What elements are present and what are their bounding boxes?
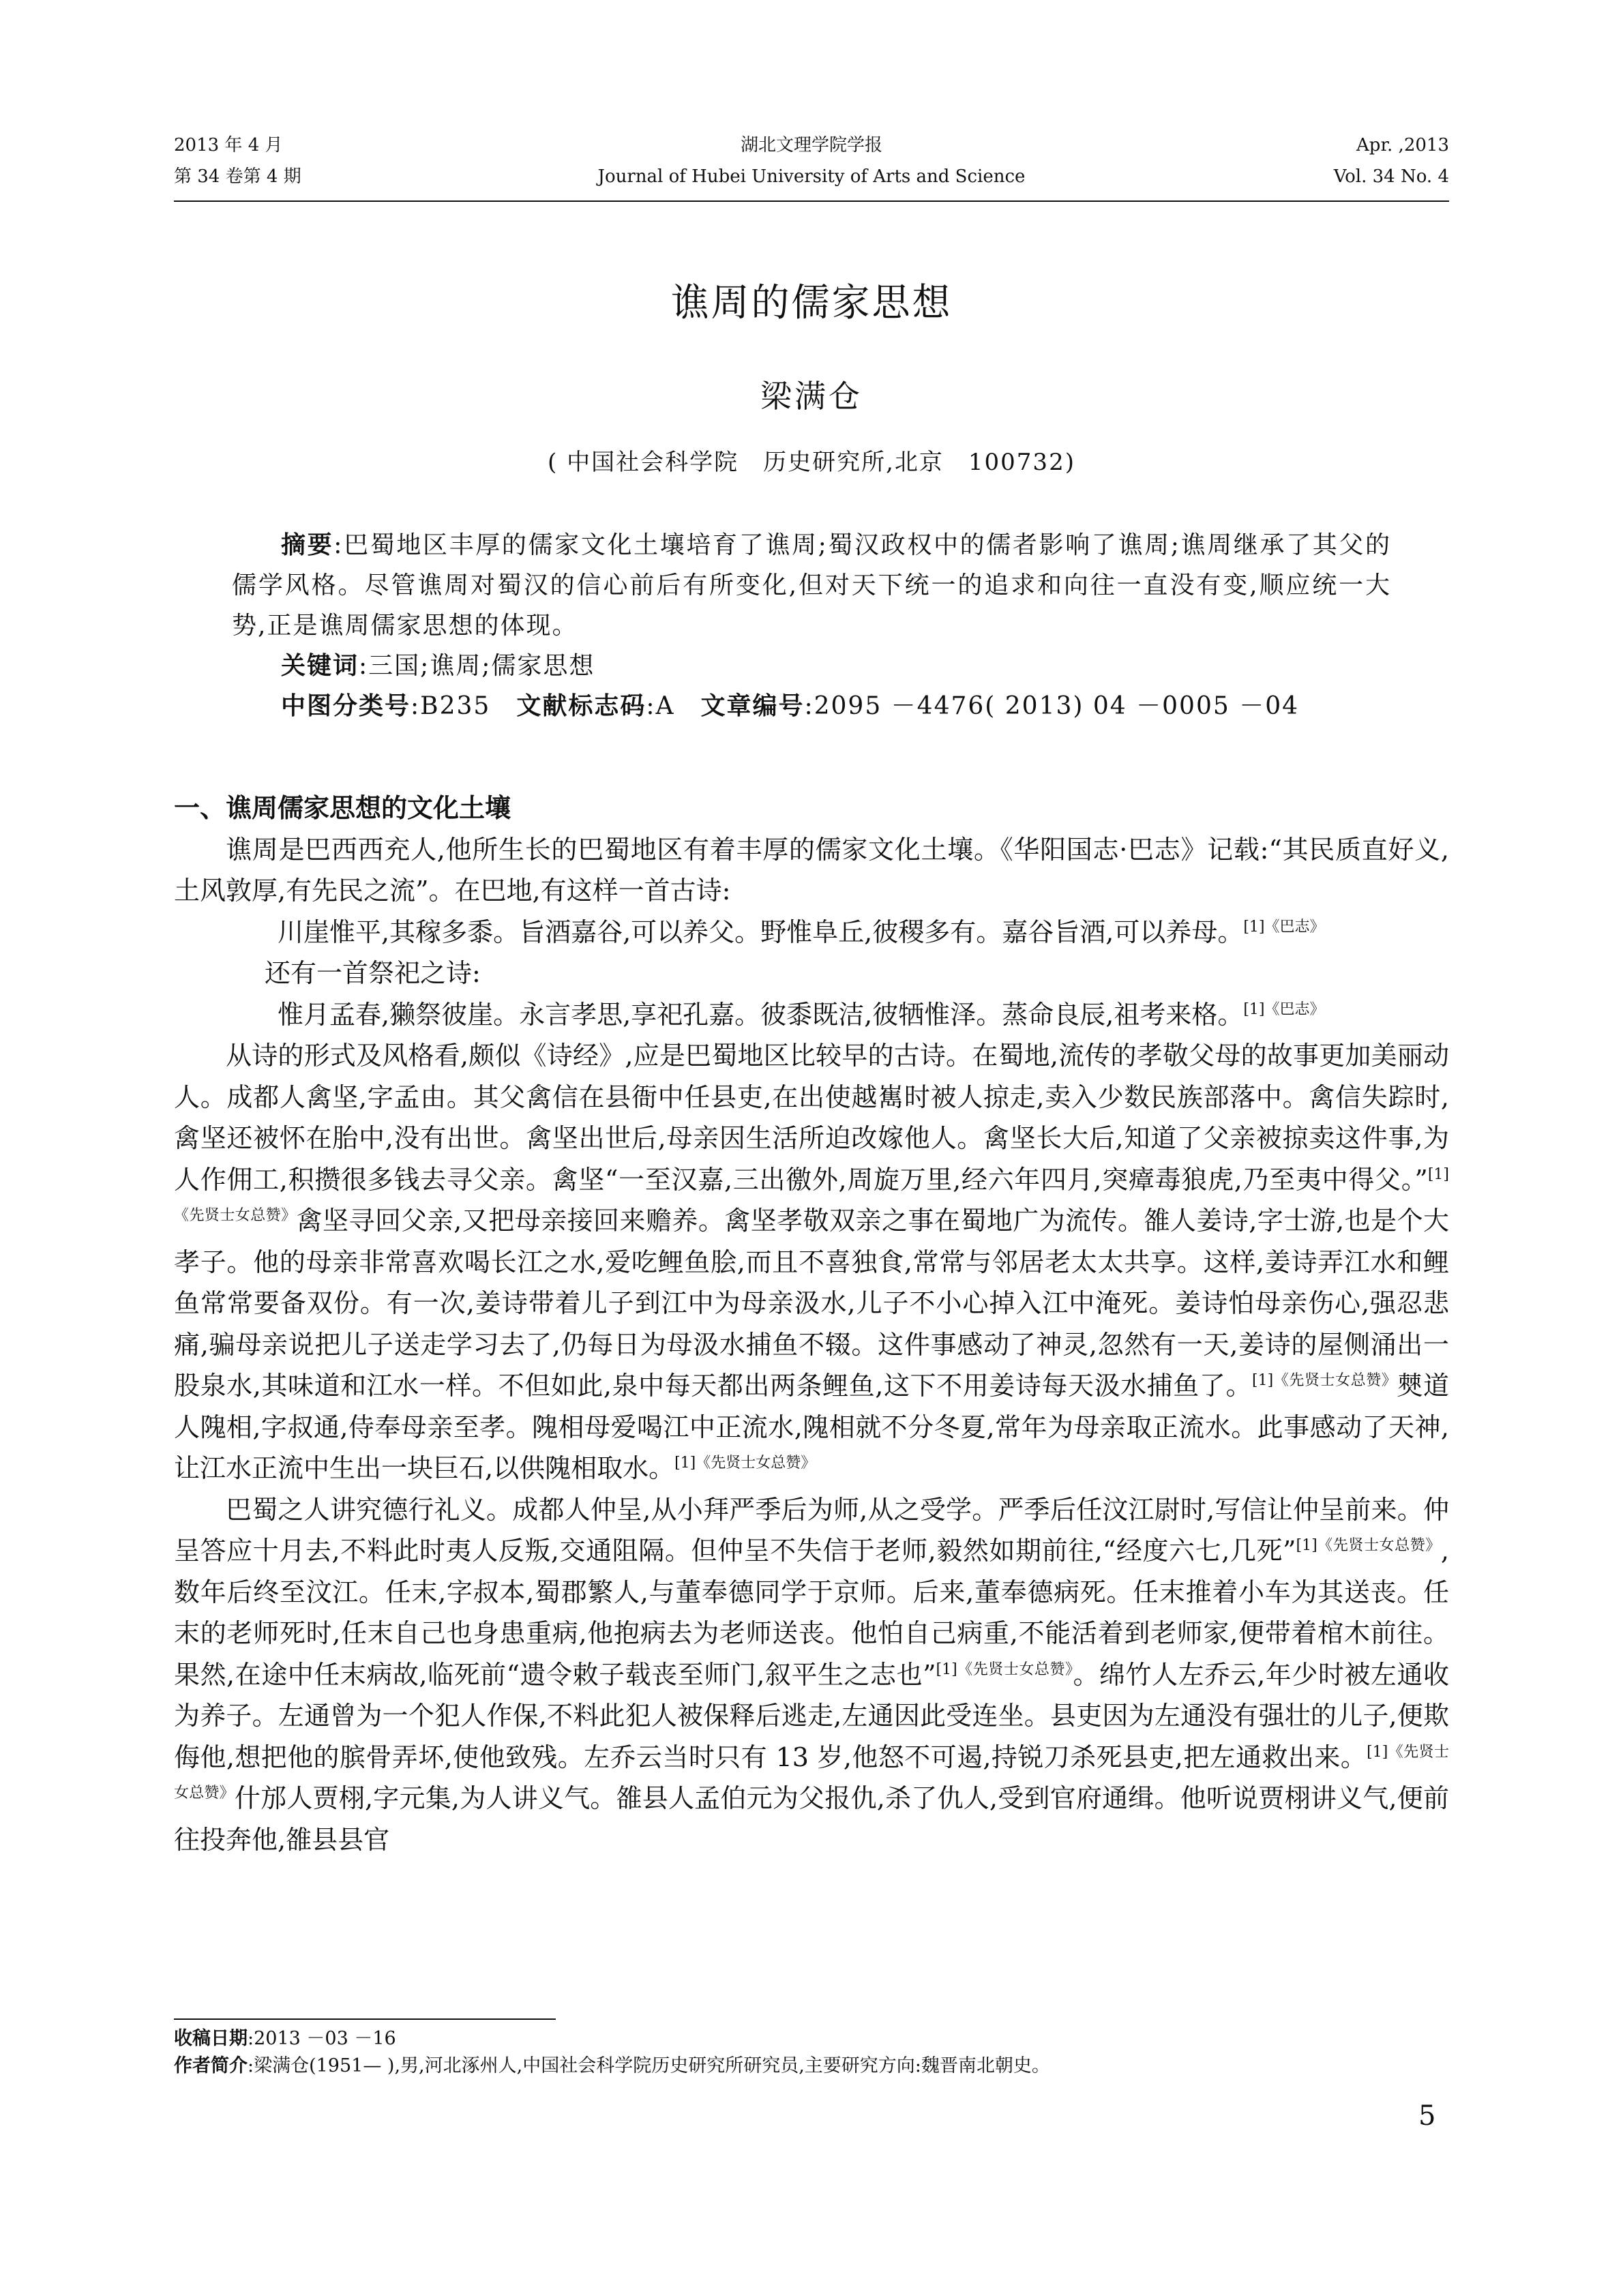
poem-text: 惟月孟春,獭祭彼崖。永言孝思,享祀孔嘉。彼黍既洁,彼牺惟泽。蒸命良辰,祖考来格。 <box>278 999 1244 1030</box>
keywords-label: 关键词 <box>281 652 359 680</box>
author-bio <box>174 2053 1449 2080</box>
paragraph-text: 禽坚寻回父亲,又把母亲接回来赡养。禽坚孝敬双亲之事在蜀地广为流传。雒人姜诗,字士游,也是个大孝子。他的母亲非常喜欢喝长江之水,爱吃鲤鱼脍,而且不喜独食,常常与邻居老太太共享。这样,姜诗弄江水和鲤鱼常常要备双份。有一次,姜诗带着儿子到江中为母亲汲水,儿子不小心掉入江中淹死。姜诗怕母亲伤心,强忍悲痛,骗母亲说把儿子送走学习去了,仍每日为母汲水捕鱼不辍。这件事感动了神灵,忽然有一天,姜诗的屋侧涌出一股泉水,其味道和江水一样。不但如此,泉中每天都出两条鲤鱼,这下不用姜诗每天汲水捕鱼了。 <box>174 1206 1449 1401</box>
header-journal <box>174 130 1449 192</box>
page-number: 5 <box>1418 2100 1436 2132</box>
article-no-value: :2095 －4476( 2013) 04 －0005 －04 <box>804 692 1300 720</box>
paper-title: 谯周的儒家思想 <box>670 281 953 325</box>
body-text <box>174 788 1449 1860</box>
paragraph-text: 还有一首祭祀之诗: <box>265 958 481 988</box>
poem-quote <box>174 994 1449 1036</box>
abstract <box>232 525 1391 646</box>
journal-name-en: Journal of Hubei University of Arts and Science <box>597 166 1026 187</box>
poem-quote <box>174 912 1449 953</box>
paragraph-text: ,数年后终至汶江。任末,字叔本,蜀郡繁人,与董奉德同学于京师。后来,董奉德病死。任末推着小车为其送丧。任末的老师死时,任末自己也身患重病,他抱病去为老师送丧。他怕自己病重,不能活着到老师家,便带着棺木前往。果然,在途中任末病故,临死前“遗令敕子载丧至师门,叙平生之志也” <box>174 1536 1449 1690</box>
received-label: 收稿日期 <box>174 2028 248 2049</box>
header-issue-en <box>1334 130 1449 192</box>
citation: [1]《先贤士女总赞》 <box>674 1455 816 1472</box>
article-no-label: 文章编号 <box>700 692 805 720</box>
header-volume: 第 34 卷第 4 期 <box>174 166 301 187</box>
bio-label: 作者简介 <box>174 2055 248 2076</box>
paragraph-text: 从诗的形式及风格看,颇似《诗经》,应是巴蜀地区比较早的古诗。在蜀地,流传的孝敬父母的故事更加美丽动人。成都人禽坚,字孟由。其父禽信在县衙中任县吏,在出使越嶲时被人掠走,卖入少数民族部落中。禽信失踪时,禽坚还被怀在胎中,没有出世。禽坚出世后,母亲因生活所迫改嫁他人。禽坚长大后,知道了父亲被掠卖这件事,为人作佣工,积攒很多钱去寻父亲。禽坚“一至汉嘉,三出徼外,周旋万里,经六年四月,突瘴毒狼虎,乃至夷中得父。” <box>174 1041 1449 1195</box>
citation: [1]《先贤士女总赞》 <box>936 1660 1073 1678</box>
abstract-block <box>232 525 1391 726</box>
keywords-text: :三国;谯周;儒家思想 <box>359 652 595 680</box>
paragraph-text: 巴蜀之人讲究德行礼义。成都人仲呈,从小拜严季后为师,从之受学。严季后任汶江尉时,写信让仲呈前来。仲呈答应十月去,不料此时夷人反叛,交通阻隔。但仲呈不失信于老师,毅然如期前往,“经度六七,几死” <box>174 1494 1449 1566</box>
running-header <box>174 130 1449 198</box>
paragraph <box>174 1489 1449 1861</box>
citation: [1]《巴志》 <box>1243 918 1325 936</box>
journal-name-cn: 湖北文理学院学报 <box>740 135 882 155</box>
paragraph-text: 僰道人隗相,字叔通,侍奉母亲至孝。隗相母爱喝江中正流水,隗相就不分冬夏,常年为母亲取正流水。此事感动了天神,让江水正流中生出一块巨石,以供隗相取水。 <box>174 1371 1449 1483</box>
header-volume-en: Vol. 34 No. 4 <box>1333 166 1449 187</box>
doc-code-label: 文献标志码 <box>516 692 646 720</box>
paper-author: 梁满仓 <box>760 378 863 415</box>
bio-text: :梁满仓(1951— ),男,河北涿州人,中国社会科学院历史研究所研究员,主要研究方向:魏晋南北朝史。 <box>248 2055 1050 2076</box>
abstract-text: :巴蜀地区丰厚的儒家文化土壤培育了谯周;蜀汉政权中的儒者影响了谯周;谯周继承了其父的儒学风格。尽管谯周对蜀汉的信心前后有所变化,但对天下统一的追求和向往一直没有变,顺应统一大势,正是谯周儒家思想的体现。 <box>232 531 1391 640</box>
footnote-rule <box>174 2018 556 2020</box>
citation: [1]《先贤士女总赞》 <box>1252 1372 1397 1389</box>
paragraph-text: 什邡人贾栩,字元集,为人讲义气。雒县人孟伯元为父报仇,杀了仇人,受到官府通缉。他听说贾栩讲义气,便前往投奔他,雒县县官 <box>174 1783 1449 1855</box>
received-value: :2013 －03 －16 <box>248 2028 396 2049</box>
author-affiliation: ( 中国社会科学院 历史研究所,北京 100732) <box>548 449 1075 476</box>
clc-value: :B235 <box>411 692 491 720</box>
citation: [1]《先贤士女总赞》 <box>174 1165 1449 1224</box>
citation: [1]《先贤士女总赞》 <box>1296 1537 1441 1554</box>
section-heading: 一、谯周儒家思想的文化土壤 <box>174 793 511 823</box>
poem-text: 川崖惟平,其稼多黍。旨酒嘉谷,可以养父。野惟阜丘,彼稷多有。嘉谷旨酒,可以养母。 <box>278 916 1244 947</box>
doc-code-value: :A <box>646 692 675 720</box>
header-rule <box>174 200 1449 202</box>
citation: [1]《巴志》 <box>1243 1000 1325 1018</box>
paragraph-text: 。绵竹人左乔云,年少时被左通收为养子。左通曾为一个犯人作保,不料此犯人被保释后逃走,左通因此受连坐。县吏因为左通没有强壮的儿子,便欺侮他,想把他的膑骨弄坏,使他致残。左乔云当时只有 13 岁,他怒不可遏,持锐刀杀死县吏,把左通救出来。 <box>174 1659 1449 1772</box>
abstract-label: 摘要 <box>281 531 334 559</box>
paragraph <box>174 1035 1449 1489</box>
received-date <box>174 2025 1449 2053</box>
classification-line <box>232 686 1391 726</box>
keywords <box>232 646 1391 686</box>
paragraph: 谯周是巴西西充人,他所生长的巴蜀地区有着丰厚的儒家文化土壤。《华阳国志·巴志》记载:“其民质直好义,土风敦厚,有先民之流”。在巴地,有这样一首古诗: <box>174 834 1449 906</box>
paragraph <box>174 953 1449 994</box>
footnotes <box>174 2025 1449 2080</box>
header-date: 2013 年 4 月 <box>174 135 283 155</box>
header-date-en: Apr. ,2013 <box>1356 135 1449 155</box>
citation: [1]《先贤士女总赞》 <box>174 1743 1449 1802</box>
clc-label: 中图分类号 <box>281 692 411 720</box>
